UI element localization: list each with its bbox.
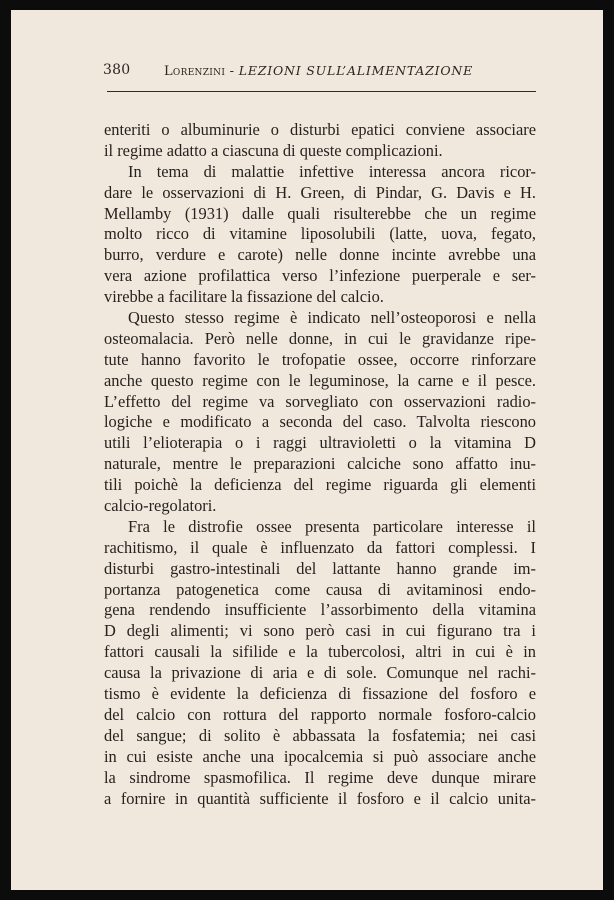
text-line: del sangue; di solito è abbassata la fosfatemia; nei casi: [104, 725, 536, 745]
text-line: il regime adatto a ciascuna di queste complicazioni.: [104, 140, 443, 160]
text-line: osteomalacia. Però nelle donne, in cui le gravidanze ripe-: [104, 328, 536, 348]
text-line: portanza patogenetica come causa di avitaminosi endo-: [104, 579, 536, 599]
text-line: Mellamby (1931) dalle quali risulterebbe che un regime: [104, 203, 536, 223]
running-head-author: Lorenzini: [164, 64, 226, 79]
text-line: rachitismo, il quale è influenzato da fattori complessi. I: [104, 537, 536, 557]
text-line: tili poichè la deficienza del regime riguarda gli elementi: [104, 475, 536, 495]
text-line: la sindrome spasmofilica. Il regime deve dunque mirare: [104, 767, 536, 787]
page-header: [103, 62, 547, 88]
text-line: tismo è evidente la deficienza di fissazione del fosforo e: [104, 684, 536, 704]
text-line: anche questo regime con le leguminose, la carne e il pesce.: [104, 370, 536, 390]
text-line: dare le osservazioni di H. Green, di Pindar, G. Davis e H.: [104, 182, 536, 202]
text-line: a fornire in quantità sufficiente il fosforo e il calcio unita-: [104, 788, 536, 808]
text-line: del calcio con rottura del rapporto normale fosforo-calcio: [104, 704, 536, 724]
text-line: virebbe a facilitare la fissazione del calcio.: [104, 287, 384, 307]
text-line: gena rendendo insufficiente l’assorbimento della vitamina: [104, 600, 536, 620]
running-head: [164, 63, 473, 79]
text-line: In tema di malattie infettive interessa ancora ricor-: [128, 161, 536, 181]
text-line: D degli alimenti; vi sono però casi in cui figurano tra i: [104, 621, 536, 641]
text-line: molto ricco di vitamine liposolubili (latte, uova, fegato,: [104, 224, 536, 244]
text-line: Fra le distrofie ossee presenta particolare interesse il: [128, 516, 536, 536]
page-number: 380: [103, 62, 131, 78]
text-line: disturbi gastro-intestinali del lattante hanno grande im-: [104, 558, 536, 578]
text-line: burro, verdure e carote) nelle donne incinte avrebbe una: [104, 245, 536, 265]
text-line: fattori causali la sifilide e la tubercolosi, altri in cui è in: [104, 642, 536, 662]
text-line: in cui esiste anche una ipocalcemia si può associare anche: [104, 746, 536, 766]
body-text: [104, 120, 536, 809]
text-line: tute hanno favorito le trofopatie ossee, occorre rinforzare: [104, 349, 536, 369]
text-line: enteriti o albuminurie o disturbi epatici conviene associare: [104, 120, 536, 139]
text-line: logiche e modificato a seconda del caso. Talvolta riescono: [104, 412, 536, 432]
running-head-separator: -: [225, 64, 239, 79]
text-line: Questo stesso regime è indicato nell’osteoporosi e nella: [128, 308, 536, 328]
text-line: vera azione profilattica verso l’infezione puerperale e ser-: [104, 266, 536, 286]
text-line: causa la privazione di aria e di sole. Comunque nel rachi-: [104, 663, 536, 683]
text-line: utili l’elioterapia o i raggi ultravioletti o la vitamina D: [104, 433, 536, 453]
text-line: calcio-regolatori.: [104, 496, 217, 516]
text-line: L’effetto del regime va sorvegliato con osservazioni radio-: [104, 391, 536, 411]
running-head-title: LEZIONI SULL’ALIMENTAZIONE: [238, 63, 474, 78]
text-line: naturale, mentre le preparazioni calciche sono affatto inu-: [104, 454, 536, 474]
header-rule: [107, 91, 536, 92]
